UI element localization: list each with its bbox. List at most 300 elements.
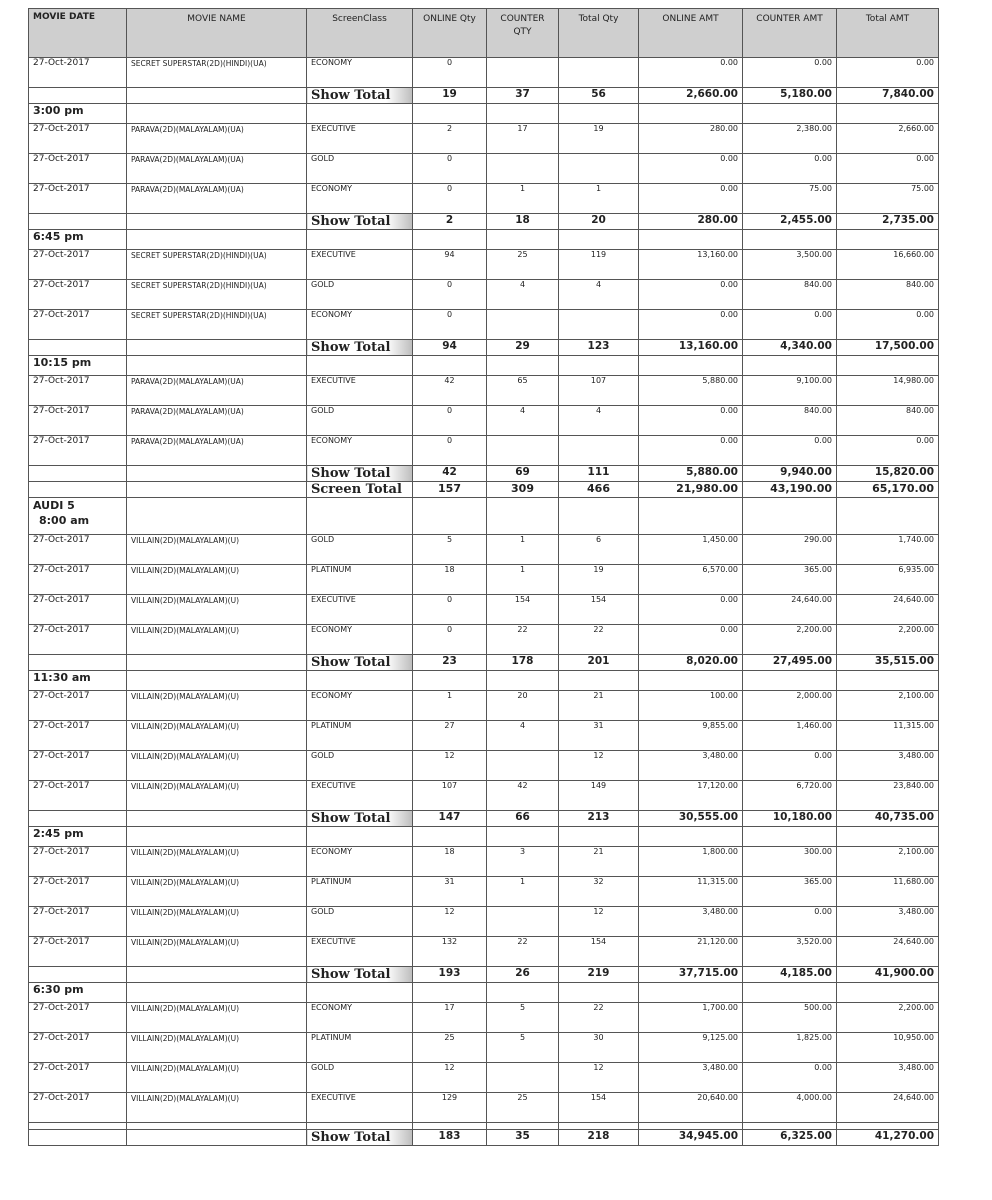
movie-date-cell: 27-Oct-2017 — [29, 406, 127, 436]
empty-cell — [487, 498, 559, 535]
movie-name-cell: PARAVA(2D)(MALAYALAM)(UA) — [127, 124, 307, 154]
table-row — [29, 535, 939, 565]
counter-qty-cell — [487, 436, 559, 466]
counter-qty-cell — [487, 58, 559, 88]
movie-name-cell: VILLAIN(2D)(MALAYALAM)(U) — [127, 691, 307, 721]
movie-date-cell: 27-Oct-2017 — [29, 124, 127, 154]
counter-amt-cell: 0.00 — [743, 310, 837, 340]
online-qty-total-cell: 23 — [413, 655, 487, 671]
total-amt-cell: 24,640.00 — [837, 937, 939, 967]
counter-amt-total-cell: 6,325.00 — [743, 1130, 837, 1146]
show-time-label: 8:00 am — [39, 514, 90, 527]
total-amt-cell: 11,680.00 — [837, 877, 939, 907]
movie-name-cell: PARAVA(2D)(MALAYALAM)(UA) — [127, 406, 307, 436]
counter-amt-cell: 4,000.00 — [743, 1093, 837, 1123]
online-amt-cell: 0.00 — [639, 58, 743, 88]
total-qty-cell: 12 — [559, 1063, 639, 1093]
total-qty-cell: 4 — [559, 406, 639, 436]
empty-cell — [743, 1123, 837, 1130]
total-amt-cell: 2,100.00 — [837, 847, 939, 877]
total-qty-cell: 21 — [559, 691, 639, 721]
empty-cell — [29, 466, 127, 482]
table-row — [29, 595, 939, 625]
header-online-qty: ONLINE Qty — [413, 9, 487, 58]
empty-cell — [127, 827, 307, 847]
empty-cell — [29, 1130, 127, 1146]
audi-label: AUDI 5 — [33, 499, 75, 512]
empty-cell — [639, 827, 743, 847]
table-row — [29, 1093, 939, 1123]
empty-cell — [487, 1123, 559, 1130]
online-amt-cell: 0.00 — [639, 625, 743, 655]
empty-cell — [743, 827, 837, 847]
movie-date-cell: 27-Oct-2017 — [29, 1093, 127, 1123]
counter-amt-total-cell: 2,455.00 — [743, 214, 837, 230]
total-amt-cell: 16,660.00 — [837, 250, 939, 280]
counter-qty-cell — [487, 907, 559, 937]
total-amt-cell: 0.00 — [837, 310, 939, 340]
empty-cell — [127, 230, 307, 250]
online-qty-cell: 107 — [413, 781, 487, 811]
empty-cell — [559, 104, 639, 124]
header-movie-date: MOVIE DATE — [29, 9, 127, 58]
empty-cell — [127, 214, 307, 230]
online-amt-cell: 0.00 — [639, 280, 743, 310]
online-qty-total-cell: 183 — [413, 1130, 487, 1146]
total-amt-total-cell: 41,270.00 — [837, 1130, 939, 1146]
online-amt-cell: 21,120.00 — [639, 937, 743, 967]
online-amt-cell: 3,480.00 — [639, 907, 743, 937]
header-online-amt: ONLINE AMT — [639, 9, 743, 58]
screen-class-cell: GOLD — [307, 751, 413, 781]
movie-date-cell: 27-Oct-2017 — [29, 907, 127, 937]
online-qty-cell: 31 — [413, 877, 487, 907]
screen-class-cell: EXECUTIVE — [307, 595, 413, 625]
total-qty-cell: 154 — [559, 937, 639, 967]
total-amt-cell: 840.00 — [837, 280, 939, 310]
table-row — [29, 184, 939, 214]
empty-cell — [413, 356, 487, 376]
online-amt-total-cell: 8,020.00 — [639, 655, 743, 671]
header-total-amt: Total AMT — [837, 9, 939, 58]
screen-class-cell: EXECUTIVE — [307, 781, 413, 811]
online-amt-total-cell: 280.00 — [639, 214, 743, 230]
show-total-row — [29, 88, 939, 104]
online-amt-cell: 9,125.00 — [639, 1033, 743, 1063]
total-amt-cell: 23,840.00 — [837, 781, 939, 811]
total-qty-cell: 22 — [559, 625, 639, 655]
movie-date-cell: 27-Oct-2017 — [29, 1063, 127, 1093]
counter-qty-cell: 25 — [487, 250, 559, 280]
empty-cell — [639, 1123, 743, 1130]
screen-class-cell: PLATINUM — [307, 1033, 413, 1063]
empty-cell — [127, 671, 307, 691]
empty-cell — [413, 1123, 487, 1130]
counter-qty-cell: 20 — [487, 691, 559, 721]
table-row — [29, 1063, 939, 1093]
screen-class-cell: GOLD — [307, 535, 413, 565]
counter-qty-total-cell: 66 — [487, 811, 559, 827]
empty-cell — [127, 811, 307, 827]
table-row — [29, 250, 939, 280]
counter-amt-cell: 365.00 — [743, 565, 837, 595]
header-screen-class: ScreenClass — [307, 9, 413, 58]
empty-cell — [29, 482, 127, 498]
screen-class-cell: PLATINUM — [307, 565, 413, 595]
movie-name-cell: VILLAIN(2D)(MALAYALAM)(U) — [127, 625, 307, 655]
table-row — [29, 406, 939, 436]
total-qty-cell: 31 — [559, 721, 639, 751]
movie-name-cell: VILLAIN(2D)(MALAYALAM)(U) — [127, 565, 307, 595]
total-qty-cell — [559, 154, 639, 184]
online-qty-cell: 42 — [413, 376, 487, 406]
movie-date-cell: 27-Oct-2017 — [29, 310, 127, 340]
counter-qty-cell: 3 — [487, 847, 559, 877]
empty-cell — [837, 356, 939, 376]
movie-date-cell: 27-Oct-2017 — [29, 376, 127, 406]
counter-amt-cell: 3,500.00 — [743, 250, 837, 280]
screen-class-cell: ECONOMY — [307, 310, 413, 340]
movie-date-cell: 27-Oct-2017 — [29, 595, 127, 625]
empty-cell — [559, 498, 639, 535]
movie-date-cell: 27-Oct-2017 — [29, 535, 127, 565]
show-total-label: Show Total — [307, 967, 413, 983]
online-amt-cell: 0.00 — [639, 154, 743, 184]
show-total-row — [29, 340, 939, 356]
empty-cell — [307, 827, 413, 847]
empty-cell — [127, 1130, 307, 1146]
empty-cell — [487, 104, 559, 124]
show-time-label: 11:30 am — [29, 671, 127, 691]
show-time-row — [29, 356, 939, 376]
total-qty-cell — [559, 58, 639, 88]
total-qty-cell: 12 — [559, 751, 639, 781]
counter-amt-cell: 1,825.00 — [743, 1033, 837, 1063]
table-row — [29, 751, 939, 781]
online-amt-cell: 0.00 — [639, 184, 743, 214]
empty-cell — [639, 983, 743, 1003]
counter-amt-cell: 0.00 — [743, 58, 837, 88]
counter-qty-cell: 4 — [487, 280, 559, 310]
show-total-label: Show Total — [307, 214, 413, 230]
counter-amt-cell: 0.00 — [743, 907, 837, 937]
movie-name-cell: VILLAIN(2D)(MALAYALAM)(U) — [127, 721, 307, 751]
total-qty-cell — [559, 310, 639, 340]
total-qty-cell: 22 — [559, 1003, 639, 1033]
table-row — [29, 721, 939, 751]
movie-name-cell: PARAVA(2D)(MALAYALAM)(UA) — [127, 436, 307, 466]
empty-cell — [487, 230, 559, 250]
online-qty-total-cell: 157 — [413, 482, 487, 498]
empty-cell — [413, 104, 487, 124]
online-amt-cell: 6,570.00 — [639, 565, 743, 595]
counter-qty-total-cell: 26 — [487, 967, 559, 983]
movie-name-cell: PARAVA(2D)(MALAYALAM)(UA) — [127, 154, 307, 184]
screen-total-label: Screen Total — [307, 482, 413, 498]
movie-name-cell: VILLAIN(2D)(MALAYALAM)(U) — [127, 781, 307, 811]
counter-amt-cell: 290.00 — [743, 535, 837, 565]
show-total-row — [29, 466, 939, 482]
show-time-row — [29, 671, 939, 691]
total-qty-cell: 19 — [559, 124, 639, 154]
audi-cell — [29, 498, 127, 535]
counter-qty-cell: 1 — [487, 565, 559, 595]
empty-cell — [307, 498, 413, 535]
counter-amt-cell: 2,200.00 — [743, 625, 837, 655]
movie-date-cell: 27-Oct-2017 — [29, 58, 127, 88]
total-qty-cell: 107 — [559, 376, 639, 406]
movie-date-cell: 27-Oct-2017 — [29, 937, 127, 967]
header-counter-amt: COUNTER AMT — [743, 9, 837, 58]
table-row — [29, 124, 939, 154]
empty-cell — [559, 983, 639, 1003]
box-office-report-table — [28, 8, 939, 1146]
online-qty-cell: 0 — [413, 625, 487, 655]
counter-qty-cell — [487, 1063, 559, 1093]
table-row — [29, 58, 939, 88]
header-counter-qty: COUNTER QTY — [487, 9, 559, 58]
screen-class-cell: EXECUTIVE — [307, 937, 413, 967]
empty-cell — [639, 356, 743, 376]
online-amt-cell: 0.00 — [639, 595, 743, 625]
screen-class-cell: GOLD — [307, 154, 413, 184]
online-qty-cell: 17 — [413, 1003, 487, 1033]
total-amt-cell: 11,315.00 — [837, 721, 939, 751]
movie-date-cell: 27-Oct-2017 — [29, 691, 127, 721]
counter-qty-cell: 22 — [487, 937, 559, 967]
table-row — [29, 847, 939, 877]
movie-name-cell: PARAVA(2D)(MALAYALAM)(UA) — [127, 184, 307, 214]
show-total-row — [29, 967, 939, 983]
counter-qty-cell: 25 — [487, 1093, 559, 1123]
empty-cell — [639, 498, 743, 535]
counter-amt-cell: 300.00 — [743, 847, 837, 877]
counter-qty-cell: 4 — [487, 406, 559, 436]
screen-class-cell: ECONOMY — [307, 625, 413, 655]
online-amt-cell: 1,700.00 — [639, 1003, 743, 1033]
online-amt-total-cell: 13,160.00 — [639, 340, 743, 356]
counter-amt-cell: 500.00 — [743, 1003, 837, 1033]
empty-cell — [307, 1123, 413, 1130]
online-qty-cell: 12 — [413, 751, 487, 781]
movie-name-cell: VILLAIN(2D)(MALAYALAM)(U) — [127, 1093, 307, 1123]
total-qty-cell: 21 — [559, 847, 639, 877]
online-qty-cell: 0 — [413, 436, 487, 466]
counter-amt-cell: 1,460.00 — [743, 721, 837, 751]
empty-cell — [837, 1123, 939, 1130]
total-amt-cell: 24,640.00 — [837, 595, 939, 625]
online-amt-cell: 280.00 — [639, 124, 743, 154]
screen-class-cell: EXECUTIVE — [307, 250, 413, 280]
movie-name-cell: VILLAIN(2D)(MALAYALAM)(U) — [127, 907, 307, 937]
total-amt-cell: 0.00 — [837, 58, 939, 88]
empty-cell — [559, 827, 639, 847]
empty-cell — [307, 983, 413, 1003]
online-qty-cell: 0 — [413, 310, 487, 340]
movie-name-cell: VILLAIN(2D)(MALAYALAM)(U) — [127, 1003, 307, 1033]
movie-name-cell: SECRET SUPERSTAR(2D)(HINDI)(UA) — [127, 58, 307, 88]
total-qty-total-cell: 466 — [559, 482, 639, 498]
movie-date-cell: 27-Oct-2017 — [29, 751, 127, 781]
counter-amt-total-cell: 4,340.00 — [743, 340, 837, 356]
online-amt-total-cell: 34,945.00 — [639, 1130, 743, 1146]
counter-qty-total-cell: 309 — [487, 482, 559, 498]
empty-cell — [639, 671, 743, 691]
total-amt-total-cell: 40,735.00 — [837, 811, 939, 827]
total-amt-cell: 75.00 — [837, 184, 939, 214]
show-total-label: Show Total — [307, 466, 413, 482]
online-qty-total-cell: 2 — [413, 214, 487, 230]
movie-name-cell: VILLAIN(2D)(MALAYALAM)(U) — [127, 847, 307, 877]
online-amt-cell: 11,315.00 — [639, 877, 743, 907]
total-qty-cell — [559, 436, 639, 466]
total-qty-total-cell: 20 — [559, 214, 639, 230]
empty-cell — [743, 983, 837, 1003]
show-total-row — [29, 811, 939, 827]
movie-date-cell: 27-Oct-2017 — [29, 436, 127, 466]
total-amt-cell: 2,100.00 — [837, 691, 939, 721]
online-amt-cell: 0.00 — [639, 406, 743, 436]
screen-class-cell: ECONOMY — [307, 58, 413, 88]
online-amt-cell: 5,880.00 — [639, 376, 743, 406]
movie-date-cell: 27-Oct-2017 — [29, 1003, 127, 1033]
empty-cell — [127, 1123, 307, 1130]
movie-name-cell: VILLAIN(2D)(MALAYALAM)(U) — [127, 595, 307, 625]
table-row — [29, 937, 939, 967]
counter-amt-cell: 0.00 — [743, 154, 837, 184]
counter-qty-cell: 5 — [487, 1003, 559, 1033]
empty-cell — [127, 655, 307, 671]
empty-cell — [413, 983, 487, 1003]
empty-cell — [127, 498, 307, 535]
empty-cell — [127, 356, 307, 376]
show-total-row — [29, 1130, 939, 1146]
movie-date-cell: 27-Oct-2017 — [29, 565, 127, 595]
online-amt-cell: 9,855.00 — [639, 721, 743, 751]
screen-class-cell: ECONOMY — [307, 1003, 413, 1033]
online-qty-cell: 132 — [413, 937, 487, 967]
table-row — [29, 376, 939, 406]
show-total-label: Show Total — [307, 1130, 413, 1146]
empty-cell — [413, 827, 487, 847]
total-qty-total-cell: 56 — [559, 88, 639, 104]
movie-name-cell: VILLAIN(2D)(MALAYALAM)(U) — [127, 1033, 307, 1063]
total-amt-cell: 24,640.00 — [837, 1093, 939, 1123]
empty-cell — [29, 967, 127, 983]
show-time-label: 2:45 pm — [29, 827, 127, 847]
empty-cell — [559, 230, 639, 250]
total-qty-cell: 32 — [559, 877, 639, 907]
total-qty-cell: 12 — [559, 907, 639, 937]
screen-class-cell: GOLD — [307, 280, 413, 310]
online-qty-cell: 12 — [413, 907, 487, 937]
empty-cell — [29, 811, 127, 827]
counter-amt-cell: 0.00 — [743, 436, 837, 466]
screen-class-cell: EXECUTIVE — [307, 124, 413, 154]
online-qty-cell: 0 — [413, 280, 487, 310]
screen-class-cell: PLATINUM — [307, 877, 413, 907]
empty-cell — [743, 104, 837, 124]
online-qty-total-cell: 193 — [413, 967, 487, 983]
empty-cell — [559, 356, 639, 376]
counter-qty-cell — [487, 751, 559, 781]
empty-cell — [559, 1123, 639, 1130]
online-amt-cell: 17,120.00 — [639, 781, 743, 811]
total-qty-cell: 30 — [559, 1033, 639, 1063]
empty-cell — [837, 230, 939, 250]
online-amt-cell: 0.00 — [639, 436, 743, 466]
online-qty-total-cell: 94 — [413, 340, 487, 356]
empty-cell — [307, 230, 413, 250]
show-time-label: 3:00 pm — [29, 104, 127, 124]
online-amt-total-cell: 37,715.00 — [639, 967, 743, 983]
online-qty-cell: 5 — [413, 535, 487, 565]
counter-qty-cell: 42 — [487, 781, 559, 811]
counter-amt-cell: 2,380.00 — [743, 124, 837, 154]
table-row — [29, 565, 939, 595]
online-amt-total-cell: 21,980.00 — [639, 482, 743, 498]
spacer-row — [29, 1123, 939, 1130]
screen-class-cell: GOLD — [307, 1063, 413, 1093]
counter-amt-cell: 3,520.00 — [743, 937, 837, 967]
counter-qty-total-cell: 18 — [487, 214, 559, 230]
online-qty-cell: 25 — [413, 1033, 487, 1063]
movie-date-cell: 27-Oct-2017 — [29, 1033, 127, 1063]
empty-cell — [837, 104, 939, 124]
empty-cell — [127, 340, 307, 356]
online-qty-cell: 0 — [413, 184, 487, 214]
table-row — [29, 280, 939, 310]
counter-qty-cell: 22 — [487, 625, 559, 655]
counter-qty-cell — [487, 154, 559, 184]
online-qty-total-cell: 147 — [413, 811, 487, 827]
counter-qty-cell: 17 — [487, 124, 559, 154]
table-row — [29, 625, 939, 655]
online-amt-cell: 1,450.00 — [639, 535, 743, 565]
screen-class-cell: ECONOMY — [307, 184, 413, 214]
empty-cell — [29, 340, 127, 356]
counter-amt-cell: 0.00 — [743, 751, 837, 781]
total-amt-cell: 0.00 — [837, 436, 939, 466]
show-time-row — [29, 104, 939, 124]
movie-name-cell: VILLAIN(2D)(MALAYALAM)(U) — [127, 751, 307, 781]
empty-cell — [127, 967, 307, 983]
counter-qty-cell: 1 — [487, 535, 559, 565]
empty-cell — [29, 655, 127, 671]
table-row — [29, 691, 939, 721]
online-qty-cell: 18 — [413, 565, 487, 595]
empty-cell — [307, 104, 413, 124]
empty-cell — [413, 230, 487, 250]
empty-cell — [487, 983, 559, 1003]
online-amt-cell: 0.00 — [639, 310, 743, 340]
counter-amt-total-cell: 43,190.00 — [743, 482, 837, 498]
total-qty-total-cell: 111 — [559, 466, 639, 482]
show-time-label: 6:45 pm — [29, 230, 127, 250]
screen-class-cell: ECONOMY — [307, 436, 413, 466]
online-qty-cell: 27 — [413, 721, 487, 751]
counter-amt-total-cell: 5,180.00 — [743, 88, 837, 104]
online-qty-cell: 1 — [413, 691, 487, 721]
table-row — [29, 781, 939, 811]
counter-qty-cell: 154 — [487, 595, 559, 625]
empty-cell — [127, 482, 307, 498]
movie-date-cell: 27-Oct-2017 — [29, 877, 127, 907]
empty-cell — [307, 356, 413, 376]
total-amt-cell: 2,200.00 — [837, 625, 939, 655]
counter-qty-total-cell: 35 — [487, 1130, 559, 1146]
counter-amt-cell: 840.00 — [743, 280, 837, 310]
